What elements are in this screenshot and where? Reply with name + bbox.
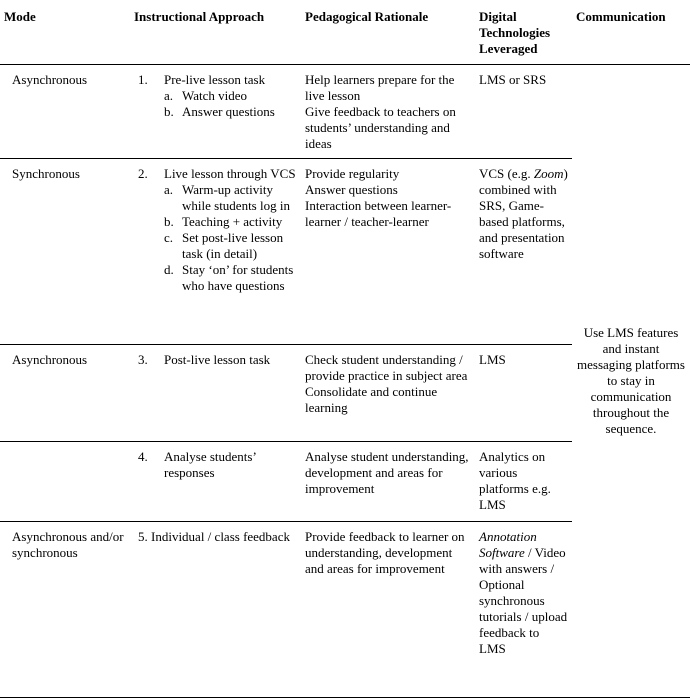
sub-letter: c. (164, 230, 174, 245)
step-title: Live lesson through VCS (164, 166, 296, 181)
approach-cell (130, 442, 301, 522)
rationale-cell (301, 159, 475, 345)
approach-cell: 5. Individual / class feedback (138, 529, 290, 544)
sub-letter: b. (164, 214, 174, 229)
mode-cell: Asynchronous (0, 65, 130, 159)
step-title: Analyse students’ responses (164, 449, 256, 480)
rationale-cell (301, 442, 475, 522)
sub-text: Watch video (182, 88, 248, 103)
rationale-line: Consolidate and continue learning (305, 384, 438, 415)
sub-text: Warm-up activity while students log in (182, 182, 290, 213)
mode-cell (0, 442, 130, 522)
rationale-line: Provide regularity (305, 166, 400, 181)
sub-letter: a. (164, 88, 174, 103)
rationale-line: Provide feedback to learner on understanding, development and areas for improvement (305, 529, 465, 576)
sub-text: Answer questions (182, 104, 275, 119)
header-row (0, 0, 690, 65)
digital-cell: LMS or SRS (475, 65, 572, 159)
digital-cell: LMS (475, 345, 572, 442)
digital-text-italic: Zoom (533, 166, 564, 181)
rationale-cell (301, 345, 475, 442)
sub-letter: d. (164, 262, 174, 277)
step-title: Pre-live lesson task (164, 72, 266, 87)
digital-cell (475, 159, 572, 345)
rationale-line: Give feedback to teachers on students’ understanding and ideas (305, 104, 456, 151)
sub-text: Set post-live lesson task (in detail) (182, 230, 284, 261)
rationale-line: Answer questions (305, 182, 398, 197)
mode-cell: Synchronous (0, 159, 130, 345)
sub-letter: a. (164, 182, 174, 197)
digital-text: / Video with answers / Optional synchronous tutorials / upload feedback to LMS (479, 545, 568, 656)
step-number: 3. (138, 352, 148, 367)
approach-cell (130, 345, 301, 442)
header-digital: Digital Technologies Leveraged (475, 0, 572, 65)
sub-text: Teaching + activity (182, 214, 283, 229)
header-mode: Mode (0, 0, 130, 65)
table-row (0, 65, 690, 159)
header-communication: Communication (572, 0, 690, 65)
sub-text: Stay ‘on’ for students who have questions (182, 262, 294, 293)
rationale-line: Interaction between learner-learner / teacher-learner (305, 198, 452, 229)
rationale-line: Help learners prepare for the live lesson (305, 72, 455, 103)
mode-cell: Asynchronous (0, 345, 130, 442)
rationale-cell (301, 522, 475, 698)
mode-cell: Asynchronous and/or synchronous (12, 529, 124, 560)
rationale-line: Check student understanding / provide practice in subject area (305, 352, 468, 383)
step-number: 2. (138, 166, 148, 181)
step-title: Post-live lesson task (164, 352, 271, 367)
digital-text: VCS (e.g. (479, 166, 534, 181)
digital-text: ) combined with SRS, Game-based platforms, and presentation software (479, 166, 568, 261)
digital-text-italic: Annotation Software (479, 529, 537, 560)
step-number: 1. (138, 72, 148, 87)
digital-cell: Analytics on various platforms e.g. LMS (475, 442, 572, 522)
communication-cell: Use LMS features and instant messaging platforms to stay in communication throughout the sequence. (577, 325, 685, 436)
rationale-line: Analyse student understanding, development and areas for improvement (305, 449, 469, 496)
approach-cell (130, 159, 301, 345)
rationale-cell (301, 65, 475, 159)
sub-letter: b. (164, 104, 174, 119)
header-approach: Instructional Approach (130, 0, 301, 65)
header-rationale: Pedagogical Rationale (301, 0, 475, 65)
approach-cell (130, 65, 301, 159)
digital-cell (475, 522, 572, 698)
step-number: 4. (138, 449, 148, 464)
